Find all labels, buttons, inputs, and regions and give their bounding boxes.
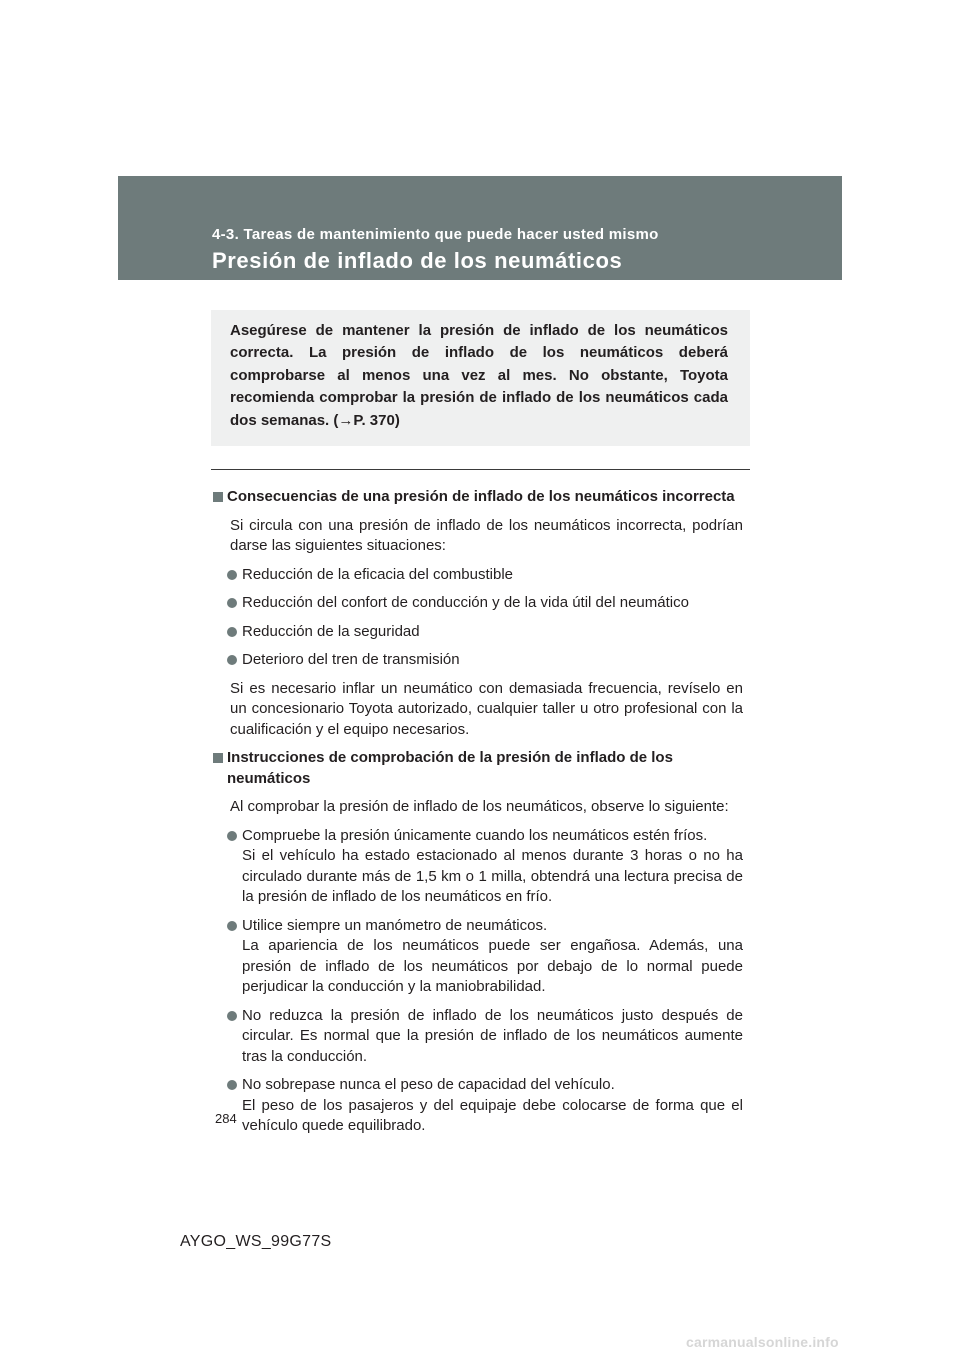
watermark: carmanualsonline.info	[686, 1334, 839, 1350]
page-title: Presión de inflado de los neumáticos	[212, 248, 623, 273]
paragraph: Al comprobar la presión de inflado de los neumáticos, observe lo siguiente:	[230, 798, 729, 815]
paragraph: Si circula con una presión de inflado de los neumáticos incorrecta, podrían darse las siguientes situaciones:	[230, 516, 743, 554]
list-item: Compruebe la presión únicamente cuando los neumáticos estén fríos. Si el vehículo ha estado estacionado al menos durante 3 horas o no ha circulado durante más de 1,5 km o 1 milla, obtendrá una lectura precisa de la presión de inflado de los neumáticos en frío.	[211, 826, 743, 908]
arrow-icon: →	[338, 411, 354, 429]
document-code: AYGO_WS_99G77S	[180, 1233, 332, 1250]
bullet-icon	[227, 570, 237, 580]
section-heading-text: Instrucciones de comprobación de la presión de inflado de los neumáticos	[227, 749, 673, 787]
list-item: Reducción de la eficacia del combustible	[211, 565, 743, 586]
intro-page-ref: P. 370)	[353, 411, 400, 429]
intro-text: Asegúrese de mantener la presión de inflado de los neumáticos correcta. La presión de inflado de los neumáticos deberá comprobarse al menos una vez al mes. No obstante, Toyota recomienda comprobar la presión de inflado de los neumáticos cada dos semanas. (	[230, 322, 728, 429]
bullet-icon	[227, 921, 237, 931]
main-content	[211, 479, 743, 1137]
square-bullet-icon	[213, 753, 223, 763]
section-heading-text: Consecuencias de una presión de inflado de los neumáticos incorrecta	[227, 488, 735, 505]
square-bullet-icon	[213, 492, 223, 502]
list-item: Utilice siempre un manómetro de neumáticos. La apariencia de los neumáticos puede ser engañosa. Además, una presión de inflado de los neumáticos por debajo de lo normal puede perjudicar la conducción y la maniobrabilidad.	[211, 916, 743, 998]
bullet-icon	[227, 831, 237, 841]
paragraph: Si es necesario inflar un neumático con demasiada frecuencia, revíselo en un concesionario Toyota autorizado, cualquier taller u otro profesional con la cualificación y el equipo necesarios.	[230, 679, 743, 738]
bullet-icon	[227, 598, 237, 608]
divider	[211, 469, 750, 470]
bullet-icon	[227, 627, 237, 637]
bullet-icon	[227, 1011, 237, 1021]
intro-box	[211, 310, 750, 446]
section-heading-instructions	[211, 748, 743, 789]
page-number: 284	[215, 1111, 237, 1126]
bullet-icon	[227, 1080, 237, 1090]
section-heading-consequences	[211, 487, 743, 508]
list-item: No reduzca la presión de inflado de los neumáticos justo después de circular. Es normal que la presión de inflado de los neumáticos aumente tras la conducción.	[211, 1006, 743, 1068]
list-item: Reducción de la seguridad	[211, 622, 743, 643]
list-item: Reducción del confort de conducción y de la vida útil del neumático	[211, 593, 743, 614]
page-header	[118, 176, 842, 280]
bullet-icon	[227, 655, 237, 665]
list-item: No sobrepase nunca el peso de capacidad del vehículo. El peso de los pasajeros y del equipaje debe colocarse de forma que el vehículo quede equilibrado.	[211, 1075, 743, 1137]
list-item: Deterioro del tren de transmisión	[211, 650, 743, 671]
section-title: 4-3. Tareas de mantenimiento que puede hacer usted mismo	[212, 226, 659, 243]
